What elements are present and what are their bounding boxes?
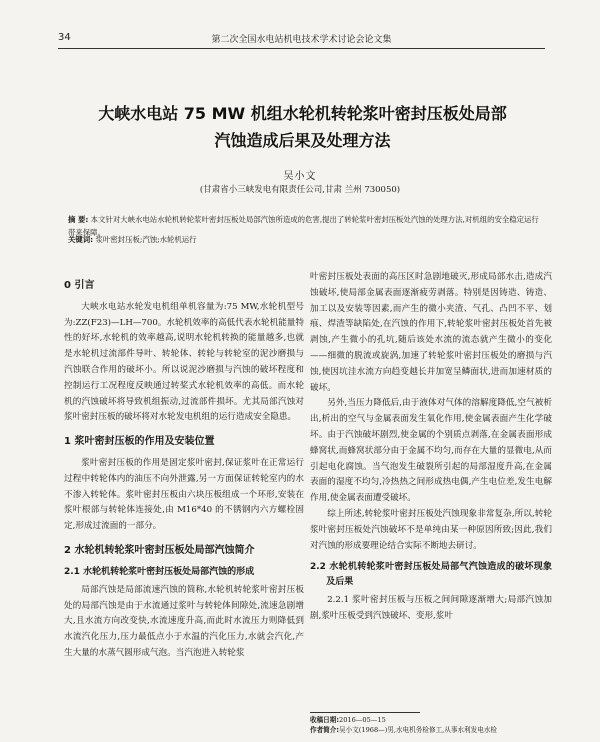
- author-name: 吴小文: [283, 171, 317, 182]
- running-header: [58, 30, 545, 49]
- section-1-paragraph: 浆叶密封压板的作用是固定浆叶密封,保证浆叶在正常运行过程中转轮体内的油压不向外泄露,另一方面保证转轮室内的水不渗入转轮体。浆叶密封压板由六块压板组成一个环形,安装在浆叶根部与转轮体连接处,由 M16*40 的不锈钢内六方螺栓固定,形成过流面的一部分。: [64, 457, 304, 532]
- section-0-paragraph: 大峡水电站水轮发电机组单机容量为:75 MW,水轮机型号为:ZZ(F23)—LH—700。水轮机效率的高低代表水轮机能量特性的好坏,水轮机的效率越高,说明水轮机转换的能量越多,也就是水轮机过流部件导叶、转轮体、转轮与转轮室的泥沙磨损与汽蚀联合作用的破坏小。所以说泥沙磨损与汽蚀的破坏程度和控制运行工况程度反映通过转桨式水轮机效率的高低。而水轮机的汽蚀破坏将导致机组振动,过流部件损坏。尤其局部汽蚀对浆叶密封压板的破坏将对水轮发电机组的运行造成安全隐患。: [64, 301, 304, 423]
- section-2-2-heading: 2.2 水轮机转轮浆叶密封压板处局部气汽蚀造成的破坏现象及后果: [310, 562, 552, 588]
- keywords: [68, 233, 540, 246]
- paper-title: [60, 100, 545, 154]
- right-column: [310, 270, 552, 625]
- paragraph-chemical-damage: 另外,当压力降低后,由于液体对气体的溶解度降低,空气被析出,析出的空气与金属表面发生氧化作用,使金属表面产生化学破坏。由于汽蚀破坏剧烈,使金属的个别质点剥落,在金属表面形成蜂窝状,而蜂窝状部分由于金属不均匀,而存在大量的显微电,从而引起电化腐蚀。当气泡发生破裂所引起的局部湿度升高,在金属表面的湿度不均匀,冷热热之间形成热电偶,产生电位差,发生电解作用,使金属表面遭受破坏。: [310, 398, 552, 504]
- paragraph-summary: 综上所述,转轮浆叶密封压板处汽蚀现象非常复杂,所以,转轮浆叶密封压板处汽蚀破坏不是单纯由某一种原因所致;因此,我们对汽蚀的形成要理论结合实际不断地去研讨。: [310, 508, 552, 551]
- bio-text: 吴小文(1968—)男,水电机务检修工,从事水利发电水检: [339, 726, 498, 734]
- bio-label: 作者简介:: [310, 726, 340, 734]
- footnote: [310, 715, 556, 735]
- footnote-bio: [310, 725, 556, 735]
- paper-title-line2: 汽蚀造成后果及处理方法: [214, 131, 391, 150]
- abstract-label: 摘 要:: [68, 215, 89, 224]
- received-label: 收稿日期:: [310, 716, 340, 724]
- section-1-heading: 1 浆叶密封压板的作用及安装位置: [64, 436, 215, 448]
- journal-title: 第二次全国水电站机电技术学术讨论会论文集: [211, 35, 392, 45]
- keywords-text: 浆叶密封压板;汽蚀;水轮机运行: [95, 235, 197, 244]
- paper-title-line1: 大峡水电站 75 MW 机组水轮机转轮浆叶密封压板处局部: [98, 104, 507, 123]
- page-number: 34: [58, 32, 71, 43]
- section-0-heading: 0 引言: [64, 280, 95, 291]
- section-2-2-paragraph: 2.2.1 浆叶密封压板与压板之间间隙逐渐增大;局部汽蚀加剧,浆叶压板受到汽蚀破坏、变形,浆叶: [310, 595, 552, 622]
- section-2-1-paragraph: 局部汽蚀是局部流速汽蚀的简称,水轮机转轮浆叶密封压板处的局部汽蚀是由于水流通过浆叶与转轮体间隙处,流速急剧增大,且水流方向改变快,水流速度升高,而此时水流压力则降低到水流汽化压力,压力最低点小于水温的汽化压力,水就会汽化,产生大量的水蒸气圆形成气泡。当汽泡进入转轮浆: [64, 584, 304, 658]
- footnote-divider: [310, 712, 420, 713]
- keywords-label: 关键词:: [68, 235, 94, 244]
- abstract-text: 本文针对大峡水电站水轮机转轮浆叶密封压板处局部汽蚀所造成的危害,提出了转轮浆叶密封压板处汽蚀的处理方法,对机组的安全稳定运行带来保障。: [68, 215, 539, 237]
- received-date: 2016—05—15: [339, 716, 386, 724]
- continued-paragraph: 叶密封压板处表面的高压区时急剧地破灭,形成局部水击,造成汽蚀破坏,使局部金属表面逐渐疲劳剥落。特别是因铸造、铸造、加工以及安装等因素,而产生的微小夹渣、气孔、凸凹不平、划痕、焊渣等缺陷处,在汽蚀的作用下,转轮浆叶密封压板处首先被剥蚀,产生微小的孔坑,随后该处水流的流态就产生微小的变化——细微的脱流或旋涡,加速了转轮浆叶密封压板处的磨损与汽蚀,使因坑洼水流方向趋变越长并加宽呈鳞面状,进而加速材质的破坏。: [310, 272, 552, 393]
- author-affiliation: (甘肃省小三峡发电有限责任公司,甘肃 兰州 730050): [199, 185, 401, 195]
- footnote-received: [310, 715, 556, 725]
- left-column: [64, 270, 304, 662]
- section-2-heading: 2 水轮机转轮浆叶密封压板处局部汽蚀简介: [64, 544, 255, 556]
- section-2-1-heading: 2.1 水轮机转轮浆叶密封压板处局部汽蚀的形成: [64, 566, 255, 577]
